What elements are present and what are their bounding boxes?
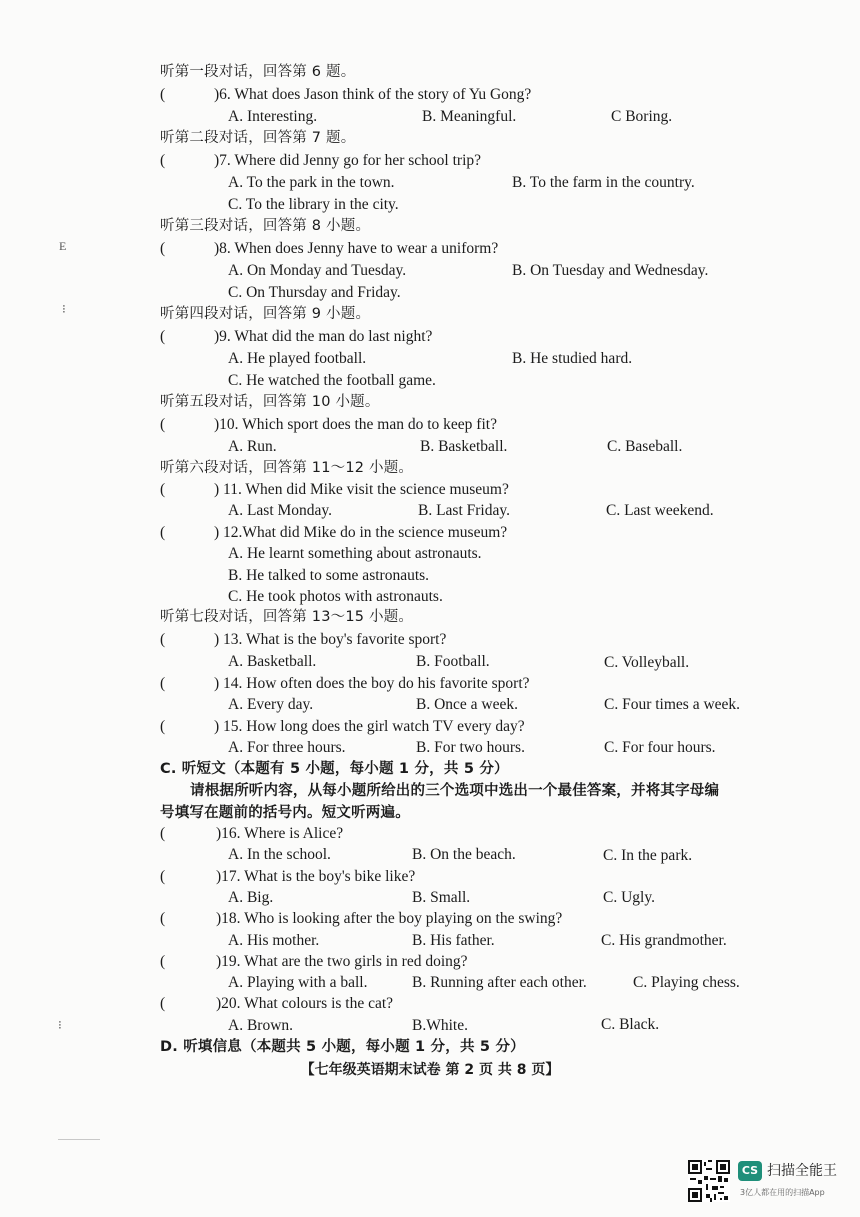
margin-mark: E — [59, 239, 67, 253]
question-line: ) 14. How often does the boy do his favorite sport? — [214, 675, 530, 692]
question-line: A. Every day. — [228, 696, 314, 713]
question-line: )18. Who is looking after the boy playing on the swing? — [216, 910, 563, 927]
question-line: )8. When does Jenny have to wear a uniform? — [214, 240, 499, 257]
answer-bracket: ( — [160, 524, 166, 541]
question-line: C. Playing chess. — [633, 974, 740, 991]
question-line: )10. Which sport does the man do to keep fit? — [214, 416, 497, 433]
question-line: C. Black. — [601, 1016, 660, 1033]
answer-bracket: ( — [160, 995, 166, 1012]
margin-mark: ⁝ — [62, 302, 66, 316]
question-line: C Boring. — [611, 108, 673, 125]
question-line: C. Four times a week. — [604, 696, 741, 713]
answer-bracket: ( — [160, 416, 166, 433]
question-line: B. Meaningful. — [422, 108, 517, 125]
question-line: B. On Tuesday and Wednesday. — [512, 262, 709, 279]
answer-bracket: ( — [160, 240, 166, 257]
answer-bracket: ( — [160, 910, 166, 927]
question-line: C. Baseball. — [607, 438, 683, 455]
section-heading: 号填写在题前的括号内。短文听两遍。 — [160, 805, 410, 821]
question-line: A. Run. — [228, 438, 277, 455]
question-line: A. To the park in the town. — [228, 174, 395, 191]
question-line: B. Small. — [412, 889, 471, 906]
section-heading: 听第五段对话，回答第 10 小题。 — [160, 394, 380, 410]
section-heading: 听第三段对话，回答第 8 小题。 — [160, 218, 371, 234]
question-line: C. For four hours. — [604, 739, 716, 756]
answer-bracket: ( — [160, 718, 166, 735]
answer-bracket: ( — [160, 825, 166, 842]
question-line: A. Basketball. — [228, 653, 317, 670]
question-line: C. His grandmother. — [601, 932, 727, 949]
question-line: )6. What does Jason think of the story of Yu Gong? — [214, 86, 532, 103]
question-line: B. He studied hard. — [512, 350, 633, 367]
question-line: B. To the farm in the country. — [512, 174, 695, 191]
answer-bracket: ( — [160, 675, 166, 692]
question-line: )19. What are the two girls in red doing? — [216, 953, 468, 970]
section-heading: C. 听短文（本题有 5 小题，每小题 1 分，共 5 分） — [160, 761, 509, 777]
question-line: A. Playing with a ball. — [228, 974, 368, 991]
question-line: ) 11. When did Mike visit the science museum? — [214, 481, 509, 498]
section-heading: 听第一段对话，回答第 6 题。 — [160, 64, 356, 80]
question-line: ) 12.What did Mike do in the science museum? — [214, 524, 508, 541]
divider — [58, 1139, 100, 1140]
question-line: A. Interesting. — [228, 108, 318, 125]
question-line: C. He took photos with astronauts. — [228, 588, 443, 605]
section-heading: 请根据所听内容，从每小题所给出的三个选项中选出一个最佳答案，并将其字母编 — [190, 783, 720, 799]
question-line: )17. What is the boy's bike like? — [216, 868, 416, 885]
question-line: C. In the park. — [603, 847, 693, 864]
question-line: )16. Where is Alice? — [216, 825, 344, 842]
question-line: C. To the library in the city. — [228, 196, 399, 213]
question-line: )7. Where did Jenny go for her school trip? — [214, 152, 482, 169]
section-heading: 听第六段对话，回答第 11～12 小题。 — [160, 460, 414, 476]
section-heading: 听第二段对话，回答第 7 题。 — [160, 130, 356, 146]
question-line: A. Brown. — [228, 1017, 294, 1034]
answer-bracket: ( — [160, 868, 166, 885]
camscanner-logo-icon: CS — [738, 1161, 762, 1181]
question-line: B. Football. — [416, 653, 490, 670]
question-line: B. Running after each other. — [412, 974, 587, 991]
question-line: B. Once a week. — [416, 696, 518, 713]
question-line: A. Last Monday. — [228, 502, 333, 519]
section-heading: 听第七段对话，回答第 13～15 小题。 — [160, 609, 414, 625]
question-line: ) 13. What is the boy's favorite sport? — [214, 631, 447, 648]
question-line: B. Last Friday. — [418, 502, 510, 519]
answer-bracket: ( — [160, 953, 166, 970]
question-line: C. Ugly. — [603, 889, 655, 906]
question-line: B. Basketball. — [420, 438, 508, 455]
question-line: )20. What colours is the cat? — [216, 995, 394, 1012]
question-line: C. Last weekend. — [606, 502, 714, 519]
question-line: C. On Thursday and Friday. — [228, 284, 401, 301]
answer-bracket: ( — [160, 328, 166, 345]
answer-bracket: ( — [160, 152, 166, 169]
question-line: A. In the school. — [228, 846, 331, 863]
section-heading: 听第四段对话，回答第 9 小题。 — [160, 306, 371, 322]
question-line: B. His father. — [412, 932, 495, 949]
qr-code-icon — [688, 1160, 730, 1202]
question-line: A. He played football. — [228, 350, 367, 367]
answer-bracket: ( — [160, 481, 166, 498]
question-line: A. For three hours. — [228, 739, 346, 756]
question-line: B. On the beach. — [412, 846, 516, 863]
watermark-slogan: 3亿人都在用的扫描App — [740, 1188, 825, 1197]
question-line: ) 15. How long does the girl watch TV every day? — [214, 718, 525, 735]
answer-bracket: ( — [160, 86, 166, 103]
answer-bracket: ( — [160, 631, 166, 648]
question-line: B. For two hours. — [416, 739, 525, 756]
question-line: A. His mother. — [228, 932, 320, 949]
question-line: A. On Monday and Tuesday. — [228, 262, 407, 279]
question-line: C. Volleyball. — [604, 654, 690, 671]
page-footer: 【七年级英语期末试卷 第 2 页 共 8 页】 — [300, 1062, 560, 1078]
section-heading: D. 听填信息（本题共 5 小题，每小题 1 分，共 5 分） — [160, 1039, 525, 1055]
question-line: A. Big. — [228, 889, 274, 906]
margin-mark: ⁝ — [58, 1018, 62, 1032]
question-line: )9. What did the man do last night? — [214, 328, 433, 345]
question-line: A. He learnt something about astronauts. — [228, 545, 482, 562]
question-line: C. He watched the football game. — [228, 372, 436, 389]
question-line: B. He talked to some astronauts. — [228, 567, 430, 584]
watermark-brand: 扫描全能王 — [767, 1163, 837, 1179]
question-line: B.White. — [412, 1017, 468, 1034]
